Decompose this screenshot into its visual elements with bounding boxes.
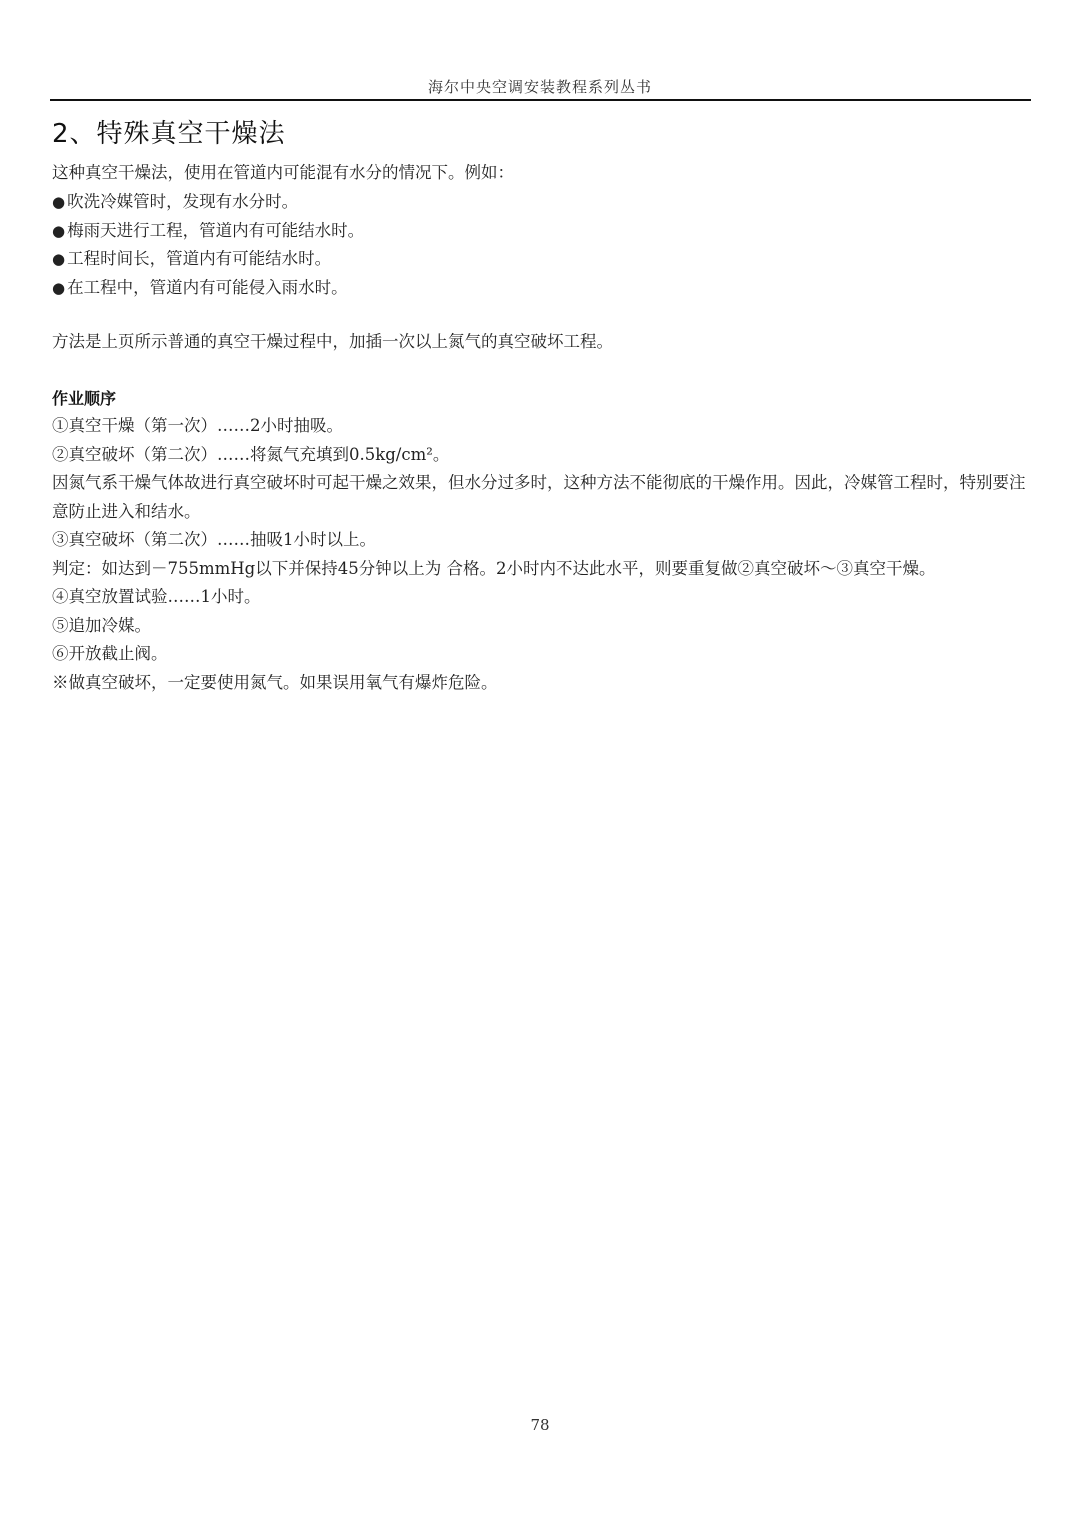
page-number: 78 (530, 1416, 550, 1434)
procedure-line: ③真空破坏（第二次）……抽吸1小时以上。 (52, 530, 376, 549)
procedure-line: ①真空干燥（第一次）……2小时抽吸。 (52, 416, 343, 435)
procedure-line: ⑥开放截止阀。 (52, 644, 168, 663)
procedure-line: ⑤追加冷媒。 (52, 615, 151, 635)
bullet-item (52, 217, 1030, 246)
bullet-dot: ● (52, 193, 66, 211)
bullet-item (52, 188, 1030, 217)
section-title: 2、特殊真空干燥法 (52, 119, 286, 149)
procedure-line: ④真空放置试验……1小时。 (52, 587, 261, 606)
procedure-line: 判定：如达到－755mmHg以下并保持45分钟以上为 合格。2小时内不达此水平，则要重复做②真空破坏～③真空干燥。 (52, 558, 936, 578)
bullet-text: 梅雨天进行工程，管道内有可能结水时。 (67, 220, 365, 240)
procedure-line: ②真空破坏（第二次）……将氮气充填到0.5kg/cm²。 (52, 444, 450, 464)
procedure-line: 因氮气系干燥气体故进行真空破坏时可起干燥之效果，但水分过多时，这种方法不能彻底的干燥作用。因此，冷媒管工程时，特别要注意防止进入和结水。 (52, 473, 1026, 521)
procedure-line: ※做真空破坏，一定要使用氮气。如果误用氧气有爆炸危险。 (52, 672, 498, 692)
header-rule (50, 99, 1031, 101)
bullet-dot: ● (52, 278, 66, 297)
bullet-list (52, 188, 1030, 302)
intro-paragraph: 这种真空干燥法，使用在管道内可能混有水分的情况下。例如： (52, 163, 514, 182)
bullet-dot: ● (52, 221, 66, 240)
bullet-dot: ● (52, 250, 66, 268)
procedure-steps (52, 412, 1030, 697)
bullet-text: 吹洗冷媒管时，发现有水分时。 (67, 192, 299, 211)
procedure-heading: 作业顺序 (52, 389, 117, 408)
bullet-text: 在工程中，管道内有可能侵入雨水时。 (67, 277, 348, 297)
running-header: 海尔中央空调安装教程系列丛书 (427, 78, 652, 96)
bullet-item (52, 245, 1030, 274)
bullet-text: 工程时间长，管道内有可能结水时。 (67, 249, 332, 268)
method-paragraph: 方法是上页所示普通的真空干燥过程中，加插一次以上氮气的真空破坏工程。 (52, 332, 613, 351)
bullet-item (52, 274, 1030, 303)
